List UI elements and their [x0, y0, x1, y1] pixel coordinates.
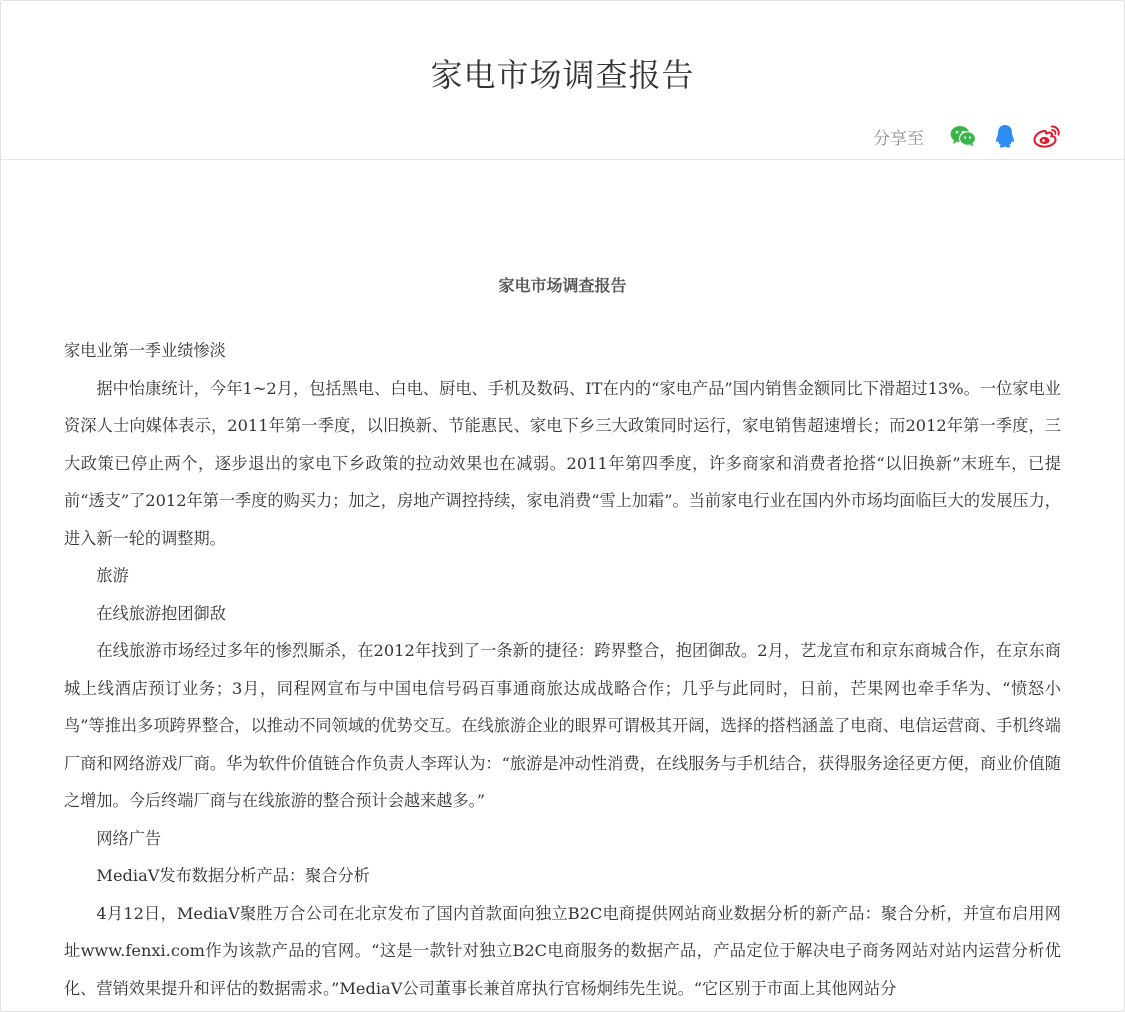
section-title: 家电业第一季业绩惨淡 — [64, 341, 226, 360]
page-header — [1, 1, 1124, 160]
article-paragraph: 在线旅游市场经过多年的惨烈厮杀，在2012年找到了一条新的捷径：跨界整合，抱团御敌。2月，艺龙宣布和京东商城合作，在京东商城上线酒店预订业务；3月，同程网宣布与中国电信号码百事通商旅达成战略合作；几乎与此同时，日前，芒果网也牵手华为、“愤怒小鸟”等推出多项跨界整合，以推动不同领域的优势交互。在线旅游企业的眼界可谓极其开阔，选择的搭档涵盖了电商、电信运营商、手机终端厂商和网络游戏厂商。华为软件价值链合作负责人李珲认为：“旅游是冲动性消费，在线服务与手机结合，获得服务途径更方便，商业价值随之增加。今后终端厂商与在线旅游的整合预计会越来越多。” — [64, 641, 1061, 810]
page-title: 家电市场调查报告 — [430, 56, 695, 94]
section-subtitle: MediaV发布数据分析产品：聚合分析 — [96, 866, 370, 885]
article-paragraph: 据中怡康统计，今年1~2月，包括黑电、白电、厨电、手机及数码、IT在内的“家电产品”国内销售金额同比下滑超过13%。一位家电业资深人士向媒体表示，2011年第一季度，以旧换新、节能惠民、家电下乡三大政策同时运行，家电销售超速增长；而2012年第一季度，三大政策已停止两个，逐步退出的家电下乡政策的拉动效果也在减弱。2011年第四季度，许多商家和消费者抢搭“以旧换新”末班车，已提前“透支”了2012年第一季度的购买力；加之，房地产调控持续，家电消费“雪上加霜”。当前家电行业在国内外市场均面临巨大的发展压力，进入新一轮的调整期。 — [64, 378, 1061, 548]
wechat-icon[interactable] — [948, 121, 978, 151]
article-paragraph: 4月12日，MediaV聚胜万合公司在北京发布了国内首款面向独立B2C电商提供网站商业数据分析的新产品：聚合分析，并宣布启用网址www.fenxi.com作为该款产品的官网。“这是一款针对独立B2C电商服务的数据产品，产品定位于解决电子商务网站对站内运营分析优化、营销效果提升和评估的数据需求。”MediaV公司董事长兼首席执行官杨炯纬先生说。“它区别于市面上其他网站分 — [64, 903, 1061, 998]
article-content — [1, 160, 1124, 1007]
section-subtitle: 在线旅游抱团御敌 — [96, 603, 226, 623]
article-heading: 家电市场调查报告 — [498, 276, 627, 295]
share-label: 分享至 — [873, 128, 924, 149]
weibo-icon[interactable] — [1032, 121, 1062, 151]
section-title: 网络广告 — [96, 828, 162, 848]
section-title: 旅游 — [96, 566, 129, 585]
share-bar — [873, 121, 1062, 151]
qq-icon[interactable] — [990, 121, 1020, 151]
